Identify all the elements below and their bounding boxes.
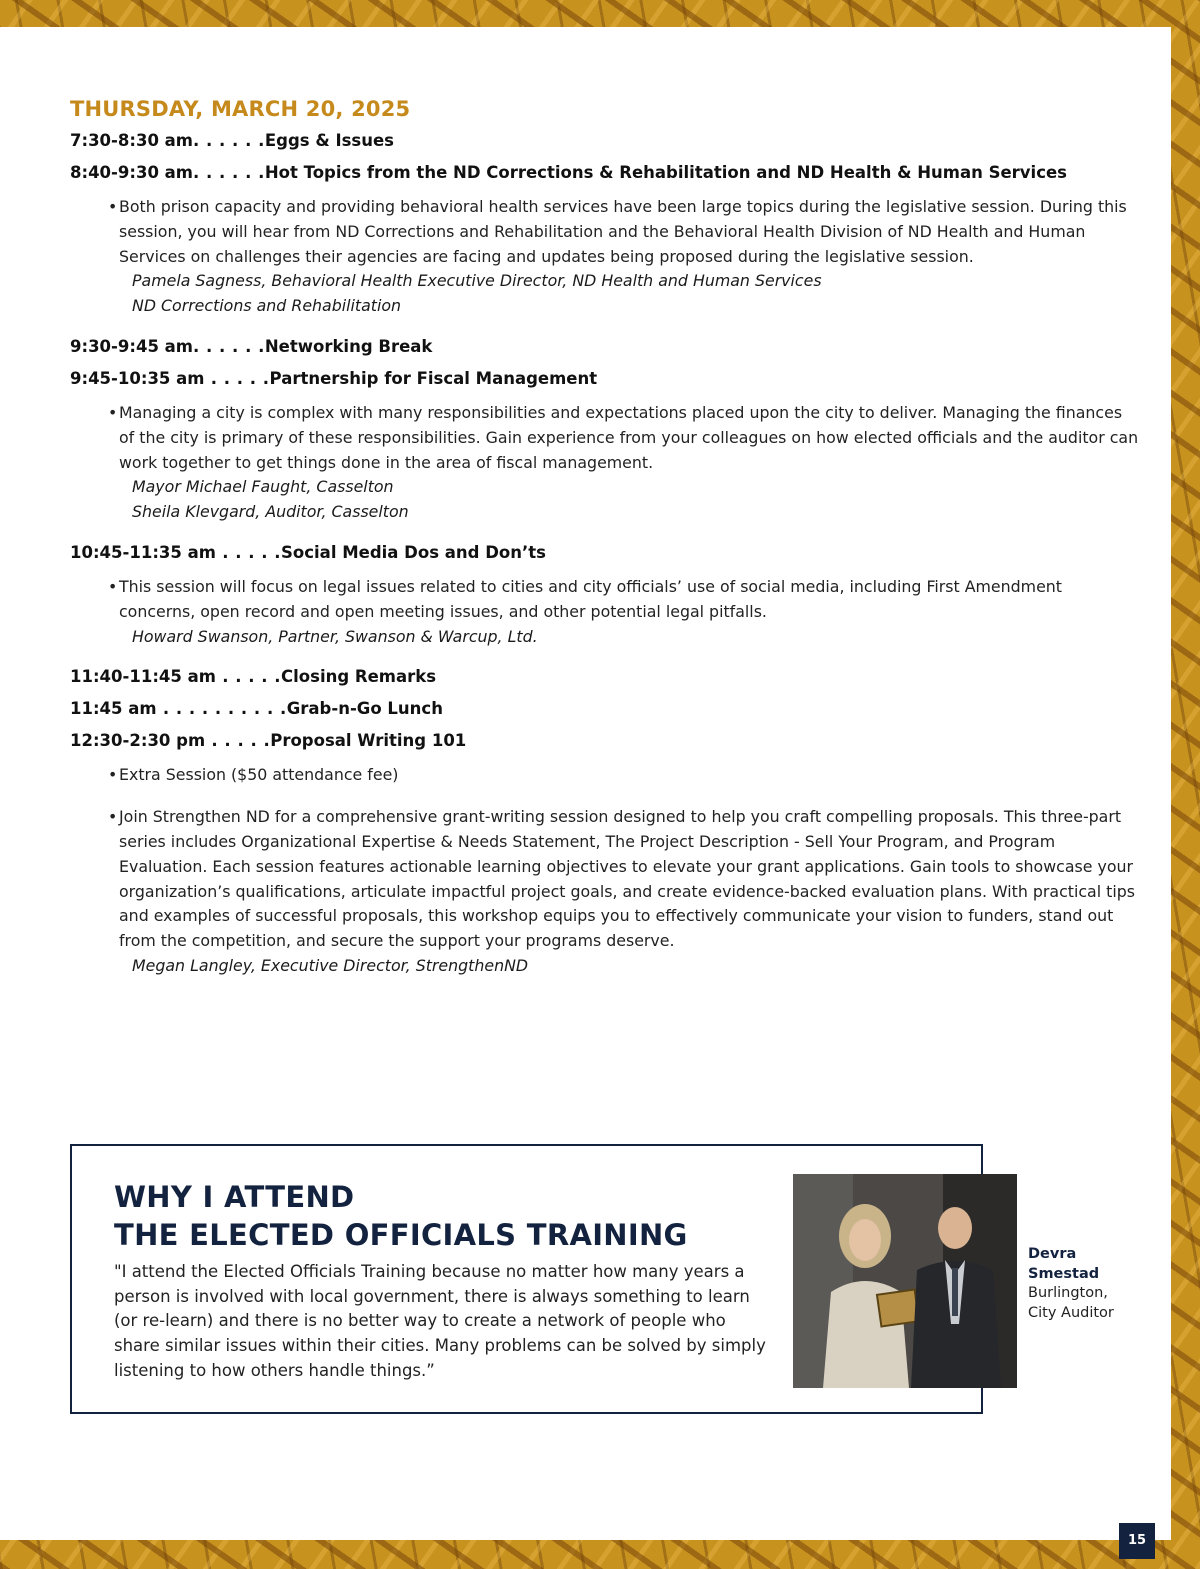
session-leader-dots: . . . . . . xyxy=(193,131,265,150)
testimonial-title-line2: THE ELECTED OFFICIALS TRAINING xyxy=(114,1218,688,1252)
session-description-text: Join Strengthen ND for a comprehensive grant-writing session designed to help you craft compelling proposals. This three-part series includes Organizational Expertise & Needs Statement, The Project Description - Sell Your Program, and Program Evaluation. Each session features actionable learning objectives to elevate your grant applications. Gain tools to showcase your organization’s qualifications, articulate impactful project goals, and create evidence-backed evaluation plans. With practical tips and examples of successful proposals, this workshop equips you to effectively communicate your vision to funders, stand out from the competition, and secure the support your programs deserve. xyxy=(119,807,1135,951)
session-time: 12:30-2:30 pm xyxy=(70,731,206,751)
session-title: Hot Topics from the ND Corrections & Rehabilitation and ND Health & Human Services xyxy=(264,163,1067,182)
testimonial-quote: "I attend the Elected Officials Training because no matter how many years a person is involved with local government, there is always something to learn (or re-learn) and there is no better way to create a network of people who share similar issues within their cities. Many problems can be solved by simply listening to how others handle things.” xyxy=(114,1262,766,1380)
session-speaker: Megan Langley, Executive Director, StrengthenND xyxy=(132,955,529,975)
session-spacer xyxy=(70,649,1140,667)
session-leader-dots: . . . . . xyxy=(205,731,271,751)
session-speaker: Mayor Michael Faught, Casselton xyxy=(132,477,394,497)
session-leader-dots: . . . . . . . . . . xyxy=(156,699,287,719)
bullet-icon: • xyxy=(108,402,118,422)
bullet-icon: • xyxy=(108,765,118,785)
session-title: Networking Break xyxy=(264,336,433,356)
testimonial-caption xyxy=(1028,1245,1138,1323)
session-heading xyxy=(70,699,1140,718)
session-leader-dots: . . . . . . xyxy=(193,336,265,356)
session-time: 10:45-11:35 am xyxy=(70,542,216,562)
session-spacer xyxy=(70,979,1140,997)
session-leader-dots: . . . . . xyxy=(215,667,282,687)
bullet-icon: • xyxy=(108,807,118,827)
session-leader-dots: . . . . . . xyxy=(193,163,265,182)
session-title: Social Media Dos and Don’ts xyxy=(281,542,546,562)
session-time: 8:40-9:30 am xyxy=(70,163,194,182)
bullet-icon: • xyxy=(108,576,118,596)
session-heading xyxy=(70,131,1140,150)
session-heading xyxy=(70,667,1140,686)
session-leader-dots: . . . . . xyxy=(204,368,270,388)
testimonial-title xyxy=(114,1178,688,1254)
session-heading xyxy=(70,369,1140,388)
session-spacer xyxy=(70,525,1140,543)
session-description-text: Managing a city is complex with many responsibilities and expectations placed upon the city to deliver. Managing the finances of the city is primary of these responsibilities. Gain experience from your colleagues on how elected officials and the auditor can work together to get things done in the area of fiscal management. xyxy=(119,402,1139,472)
session-speaker: ND Corrections and Rehabilitation xyxy=(132,296,402,316)
session-description-text: This session will focus on legal issues related to cities and city officials’ use of social media, including First Amendment concerns, open record and open meeting issues, and other potential legal pitfalls. xyxy=(119,576,1062,621)
session-time: 9:45-10:35 am xyxy=(70,368,205,388)
attendee-city: Burlington, xyxy=(1028,1285,1108,1301)
bullet-icon: • xyxy=(108,197,118,216)
page-number: 15 xyxy=(1119,1523,1155,1559)
session-leader-dots: . . . . . xyxy=(215,542,282,562)
award-photo xyxy=(793,1174,1017,1388)
session-title: Closing Remarks xyxy=(281,667,437,687)
session-list xyxy=(70,131,1140,997)
session-description xyxy=(109,575,1140,625)
session-heading xyxy=(70,163,1140,182)
session-time: 9:30-9:45 am xyxy=(70,336,194,356)
attendee-name-last: Smestad xyxy=(1028,1265,1100,1282)
attendee-role: City Auditor xyxy=(1028,1304,1114,1321)
session-description-text: Extra Session ($50 attendance fee) xyxy=(119,765,399,785)
session-description xyxy=(109,805,1140,954)
attendee-name-first: Devra xyxy=(1028,1246,1077,1262)
session-description xyxy=(109,763,1140,788)
session-heading xyxy=(70,337,1140,356)
session-title: Eggs & Issues xyxy=(264,131,394,150)
session-heading xyxy=(70,543,1140,562)
testimonial-title-line1: WHY I ATTEND xyxy=(114,1180,355,1214)
session-speaker: Howard Swanson, Partner, Swanson & Warcup, Ltd. xyxy=(132,626,538,646)
session-spacer xyxy=(70,319,1140,337)
session-title: Proposal Writing 101 xyxy=(270,731,467,751)
session-time: 7:30-8:30 am xyxy=(70,131,194,150)
schedule xyxy=(70,97,1140,997)
session-speaker: Sheila Klevgard, Auditor, Casselton xyxy=(132,502,409,522)
session-time: 11:45 am xyxy=(70,699,157,719)
session-title: Grab-n-Go Lunch xyxy=(286,699,443,719)
day-title: THURSDAY, MARCH 20, 2025 xyxy=(70,97,411,121)
session-description-text: Both prison capacity and providing behavioral health services have been large topics during the legislative session. During this session, you will hear from ND Corrections and Rehabilitation and the Behavioral Health Division of ND Health and Human Services on challenges their agencies are facing and updates being proposed during the legislative session. xyxy=(119,197,1127,266)
award-photo-illustration xyxy=(793,1174,1017,1388)
session-description xyxy=(109,401,1140,475)
session-heading xyxy=(70,731,1140,750)
session-description xyxy=(109,195,1140,269)
session-speaker: Pamela Sagness, Behavioral Health Executive Director, ND Health and Human Services xyxy=(132,271,822,291)
session-title: Partnership for Fiscal Management xyxy=(269,368,598,388)
session-time: 11:40-11:45 am xyxy=(70,667,216,687)
